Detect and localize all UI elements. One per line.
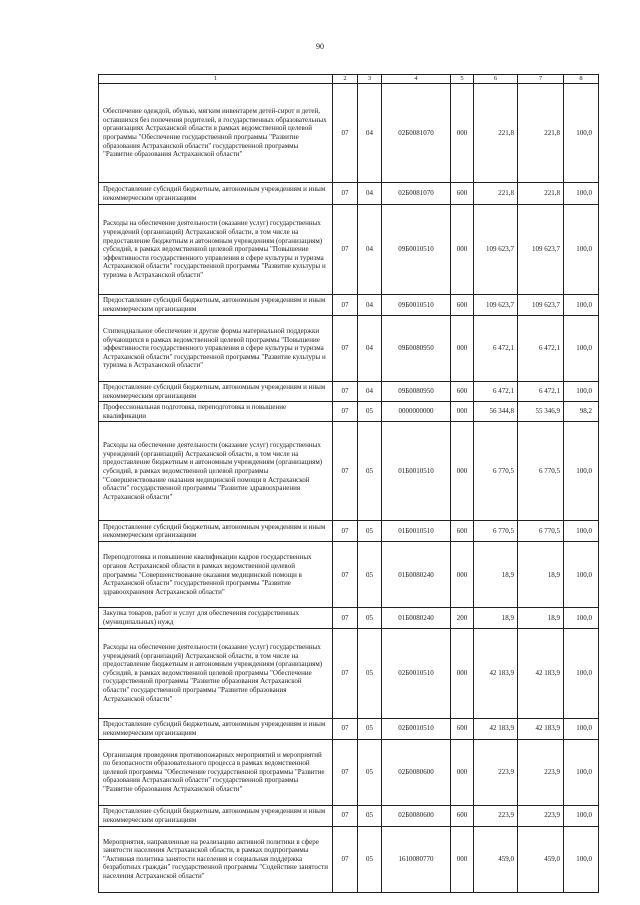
expense-type-cell: 600	[451, 295, 474, 316]
description-cell: Мероприятия, направленные на реализацию активной политики в сфере занятости населения Астраханской области, в рамках подпрограммы "Активная политика занятости населения и социальная поддержка безработных граждан" государственной программы "Содействие занятости населения Астраханской области"	[99, 826, 333, 892]
section-cell: 07	[333, 382, 358, 402]
planned-amount-cell: 223,9	[474, 739, 518, 805]
target-article-cell: 02Б0010510	[382, 718, 451, 739]
section-cell: 07	[333, 739, 358, 805]
executed-amount-cell: 6 770,5	[518, 422, 564, 521]
subsection-cell: 05	[358, 608, 382, 628]
planned-amount-cell: 109 623,7	[474, 295, 518, 316]
percent-cell: 100,0	[564, 295, 599, 316]
percent-cell: 98,2	[564, 402, 599, 422]
table-row	[99, 316, 599, 382]
description-cell: Обеспечение одеждой, обувью, мягким инвентарем детей-сирот и детей, оставшихся без попечения родителей, в государственных образовательных организациях Астраханской области в рамках ведомственной целевой программы "Обеспечение государственной программы "Развитие образования Астраханской области" государственной программы "Развитие образования Астраханской области"	[99, 84, 333, 183]
table-row	[99, 382, 599, 402]
expense-type-cell: 000	[451, 542, 474, 608]
description-cell: Предоставление субсидий бюджетным, автономным учреждениям и иным некоммерческим организациям	[99, 183, 333, 205]
table-row	[99, 521, 599, 542]
percent-cell: 100,0	[564, 628, 599, 718]
description-cell: Переподготовка и повышение квалификации кадров государственных органов Астраханской области в рамках ведомственной целевой программы "Совершенствование оказания медицинской помощи в Астраханской области" государственной программы "Развитие здравоохранения Астраханской области"	[99, 542, 333, 608]
expense-type-cell: 600	[451, 521, 474, 542]
planned-amount-cell: 6 472,1	[474, 382, 518, 402]
expense-type-cell: 200	[451, 608, 474, 628]
section-cell: 07	[333, 316, 358, 382]
table-row	[99, 608, 599, 628]
table-row	[99, 295, 599, 316]
header-cell: 4	[382, 75, 451, 84]
table-row	[99, 205, 599, 295]
description-cell: Расходы на обеспечение деятельности (оказание услуг) государственных учреждений (организаций) Астраханской области, в том числе на предоставление бюджетным и автономным учреждениям (организациям) субсидий, в рамках ведомственной целевой программы "Повышение эффективности государственного управления в сфере культуры и туризма Астраханской области" государственной программы "Развитие культуры и туризма в Астраханской области"	[99, 205, 333, 295]
expense-type-cell: 000	[451, 422, 474, 521]
percent-cell: 100,0	[564, 739, 599, 805]
planned-amount-cell: 42 183,9	[474, 628, 518, 718]
section-cell: 07	[333, 628, 358, 718]
percent-cell: 100,0	[564, 382, 599, 402]
header-cell: 5	[451, 75, 474, 84]
target-article-cell: 09Б0010510	[382, 205, 451, 295]
description-cell: Закупка товаров, работ и услуг для обеспечения государственных (муниципальных) нужд	[99, 608, 333, 628]
executed-amount-cell: 18,9	[518, 608, 564, 628]
subsection-cell: 05	[358, 521, 382, 542]
executed-amount-cell: 223,9	[518, 739, 564, 805]
executed-amount-cell: 223,9	[518, 805, 564, 826]
table-body	[99, 75, 599, 893]
percent-cell: 100,0	[564, 183, 599, 205]
section-cell: 07	[333, 521, 358, 542]
planned-amount-cell: 223,9	[474, 805, 518, 826]
expense-type-cell: 000	[451, 826, 474, 892]
header-cell: 6	[474, 75, 518, 84]
subsection-cell: 05	[358, 628, 382, 718]
planned-amount-cell: 6 770,5	[474, 422, 518, 521]
planned-amount-cell: 459,0	[474, 826, 518, 892]
subsection-cell: 05	[358, 542, 382, 608]
target-article-cell: 01Б0080240	[382, 608, 451, 628]
target-article-cell: 09Б0080950	[382, 316, 451, 382]
expense-type-cell: 600	[451, 805, 474, 826]
section-cell: 07	[333, 84, 358, 183]
percent-cell: 100,0	[564, 316, 599, 382]
executed-amount-cell: 18,9	[518, 542, 564, 608]
table-row	[99, 805, 599, 826]
percent-cell: 100,0	[564, 608, 599, 628]
expense-type-cell: 600	[451, 382, 474, 402]
percent-cell: 100,0	[564, 521, 599, 542]
table-row	[99, 739, 599, 805]
subsection-cell: 04	[358, 382, 382, 402]
description-cell: Предоставление субсидий бюджетным, автономным учреждениям и иным некоммерческим организациям	[99, 382, 333, 402]
description-cell: Расходы на обеспечение деятельности (оказание услуг) государственных учреждений (организаций) Астраханской области, в том числе на предоставление бюджетным и автономным учреждениям (организациям) субсидий, в рамках ведомственной целевой программы "Обеспечение государственной программы "Развитие образования Астраханской области" государственной программы "Развитие образования Астраханской области"	[99, 628, 333, 718]
subsection-cell: 05	[358, 402, 382, 422]
subsection-cell: 05	[358, 718, 382, 739]
table-row	[99, 402, 599, 422]
expense-type-cell: 000	[451, 316, 474, 382]
table-row	[99, 718, 599, 739]
percent-cell: 100,0	[564, 205, 599, 295]
target-article-cell: 02Б0081070	[382, 84, 451, 183]
expense-type-cell: 000	[451, 628, 474, 718]
description-cell: Предоставление субсидий бюджетным, автономным учреждениям и иным некоммерческим организациям	[99, 295, 333, 316]
header-cell: 1	[99, 75, 333, 84]
section-cell: 07	[333, 718, 358, 739]
subsection-cell: 05	[358, 739, 382, 805]
percent-cell: 100,0	[564, 826, 599, 892]
description-cell: Расходы на обеспечение деятельности (оказание услуг) государственных учреждений (организаций) Астраханской области, в том числе на предоставление бюджетным и автономным учреждениям (организациям) субсидий, в рамках ведомственной целевой программы "Совершенствование оказания медицинской помощи в Астраханской области" государственной программы "Развитие здравоохранения Астраханской области"	[99, 422, 333, 521]
planned-amount-cell: 42 183,9	[474, 718, 518, 739]
executed-amount-cell: 221,8	[518, 183, 564, 205]
description-cell: Предоставление субсидий бюджетным, автономным учреждениям и иным некоммерческим организациям	[99, 805, 333, 826]
page-number: 90	[316, 42, 324, 51]
header-cell: 8	[564, 75, 599, 84]
header-row	[99, 75, 599, 84]
subsection-cell: 05	[358, 826, 382, 892]
percent-cell: 100,0	[564, 422, 599, 521]
planned-amount-cell: 221,8	[474, 183, 518, 205]
planned-amount-cell: 18,9	[474, 542, 518, 608]
percent-cell: 100,0	[564, 718, 599, 739]
subsection-cell: 04	[358, 205, 382, 295]
header-cell: 2	[333, 75, 358, 84]
percent-cell: 100,0	[564, 542, 599, 608]
table-row	[99, 628, 599, 718]
target-article-cell: 02Б0080600	[382, 739, 451, 805]
executed-amount-cell: 6 472,1	[518, 316, 564, 382]
planned-amount-cell: 6 770,5	[474, 521, 518, 542]
target-article-cell: 01Б0010510	[382, 521, 451, 542]
executed-amount-cell: 6 472,1	[518, 382, 564, 402]
target-article-cell: 01Б0080240	[382, 542, 451, 608]
target-article-cell: 1610080770	[382, 826, 451, 892]
section-cell: 07	[333, 805, 358, 826]
expense-type-cell: 600	[451, 718, 474, 739]
target-article-cell: 02Б0081070	[382, 183, 451, 205]
description-cell: Профессиональная подготовка, переподготовка и повышение квалификации	[99, 402, 333, 422]
expense-type-cell: 000	[451, 739, 474, 805]
target-article-cell: 02Б0080600	[382, 805, 451, 826]
executed-amount-cell: 55 346,9	[518, 402, 564, 422]
section-cell: 07	[333, 402, 358, 422]
planned-amount-cell: 109 623,7	[474, 205, 518, 295]
subsection-cell: 05	[358, 805, 382, 826]
executed-amount-cell: 6 770,5	[518, 521, 564, 542]
table-row	[99, 422, 599, 521]
executed-amount-cell: 459,0	[518, 826, 564, 892]
executed-amount-cell: 221,8	[518, 84, 564, 183]
section-cell: 07	[333, 422, 358, 521]
table-row	[99, 183, 599, 205]
description-cell: Предоставление субсидий бюджетным, автономным учреждениям и иным некоммерческим организациям	[99, 521, 333, 542]
description-cell: Организация проведения противопожарных мероприятий и мероприятий по безопасности образовательного процесса в рамках ведомственной целевой программы "Обеспечение государственной программы "Развитие образования Астраханской области" государственной программы "Развитие образования Астраханской области"	[99, 739, 333, 805]
subsection-cell: 04	[358, 183, 382, 205]
section-cell: 07	[333, 826, 358, 892]
executed-amount-cell: 42 183,9	[518, 718, 564, 739]
section-cell: 07	[333, 295, 358, 316]
table-row	[99, 826, 599, 892]
target-article-cell: 01Б0010510	[382, 422, 451, 521]
planned-amount-cell: 221,8	[474, 84, 518, 183]
description-cell: Предоставление субсидий бюджетным, автономным учреждениям и иным некоммерческим организациям	[99, 718, 333, 739]
target-article-cell: 02Б0010510	[382, 628, 451, 718]
expense-type-cell: 000	[451, 84, 474, 183]
planned-amount-cell: 6 472,1	[474, 316, 518, 382]
executed-amount-cell: 109 623,7	[518, 205, 564, 295]
target-article-cell: 09Б0010510	[382, 295, 451, 316]
table-row	[99, 84, 599, 183]
target-article-cell: 09Б0080950	[382, 382, 451, 402]
subsection-cell: 04	[358, 84, 382, 183]
subsection-cell: 04	[358, 295, 382, 316]
header-cell: 7	[518, 75, 564, 84]
executed-amount-cell: 42 183,9	[518, 628, 564, 718]
subsection-cell: 04	[358, 316, 382, 382]
section-cell: 07	[333, 205, 358, 295]
planned-amount-cell: 18,9	[474, 608, 518, 628]
target-article-cell: 0000000000	[382, 402, 451, 422]
table-row	[99, 542, 599, 608]
section-cell: 07	[333, 608, 358, 628]
percent-cell: 100,0	[564, 805, 599, 826]
percent-cell: 100,0	[564, 84, 599, 183]
expense-type-cell: 000	[451, 205, 474, 295]
budget-table	[98, 74, 599, 893]
expense-type-cell: 000	[451, 402, 474, 422]
header-cell: 3	[358, 75, 382, 84]
section-cell: 07	[333, 542, 358, 608]
section-cell: 07	[333, 183, 358, 205]
planned-amount-cell: 56 344,8	[474, 402, 518, 422]
description-cell: Стипендиальное обеспечение и другие формы материальной поддержки обучающихся в рамках ведомственной целевой программы "Повышение эффективности государственного управления в сфере культуры и туризма Астраханской области" государственной программы "Развитие культуры и туризма в Астраханской области"	[99, 316, 333, 382]
expense-type-cell: 600	[451, 183, 474, 205]
subsection-cell: 05	[358, 422, 382, 521]
executed-amount-cell: 109 623,7	[518, 295, 564, 316]
